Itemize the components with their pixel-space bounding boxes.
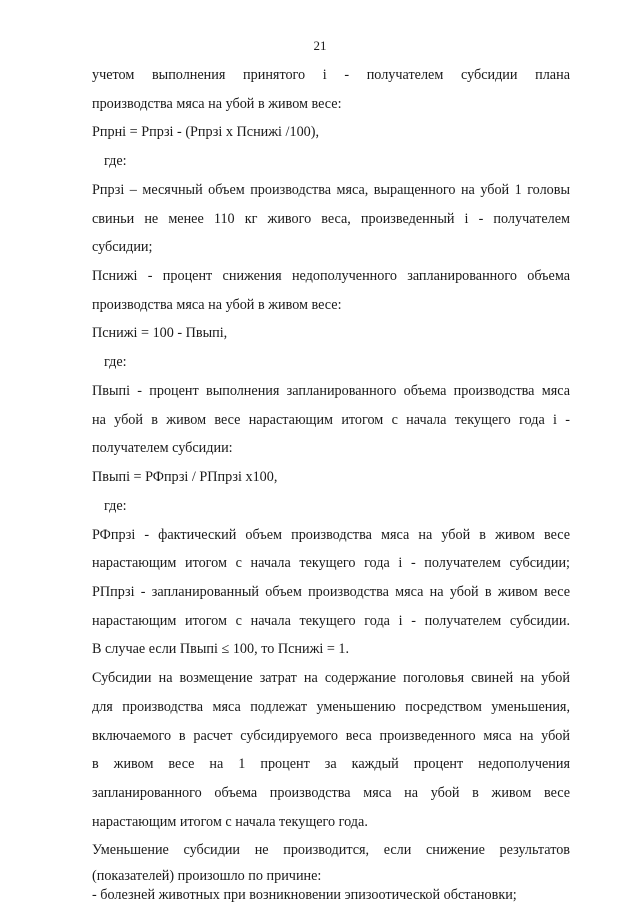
text-line: для производства мяса подлежат уменьшению посредством уменьшения, — [92, 699, 570, 715]
text-line: где: — [104, 354, 127, 370]
formula-line: Пвыпi = РФпрзi / РПпрзi х100, — [92, 469, 278, 485]
text-line: где: — [104, 498, 127, 514]
text-line: производства мяса на убой в живом весе: — [92, 297, 342, 313]
text-line: - болезней животных при возникновении эпизоотической обстановки; — [92, 887, 517, 903]
text-line: получателем субсидии: — [92, 440, 233, 456]
text-line: в живом весе на 1 процент за каждый процент недополучения — [92, 756, 570, 772]
text-line: производства мяса на убой в живом весе: — [92, 96, 342, 112]
text-line: нарастающим итогом с начала текущего года. — [92, 814, 368, 830]
text-line: (показателей) произошло по причине: — [92, 868, 322, 884]
text-line: Пвыпi - процент выполнения запланированного объема производства мяса — [92, 383, 570, 399]
text-line: нарастающим итогом с начала текущего года i - получателем субсидии; — [92, 555, 570, 571]
text-line: где: — [104, 153, 127, 169]
text-line: В случае если Пвыпi ≤ 100, то Пснижi = 1. — [92, 641, 350, 657]
text-line: свиньи не менее 110 кг живого веса, произведенный i - получателем — [92, 211, 570, 227]
formula-line: Пснижi = 100 - Пвыпi, — [92, 325, 228, 341]
text-line: включаемого в расчет субсидируемого веса произведенного мяса на убой — [92, 728, 570, 744]
text-line: РПпрзi - запланированный объем производства мяса на убой в живом весе — [92, 584, 570, 600]
text-line: нарастающим итогом с начала текущего года i - получателем субсидии. — [92, 613, 570, 629]
formula-line: Рпрнi = Рпрзi - (Рпрзi х Пснижi /100), — [92, 124, 320, 140]
page-number: 21 — [313, 38, 327, 53]
text-line: Уменьшение субсидии не производится, если снижение результатов — [92, 842, 570, 858]
text-line: РФпрзi - фактический объем производства мяса на убой в живом весе — [92, 527, 570, 543]
text-line: субсидии; — [92, 239, 153, 255]
text-line: учетом выполнения принятого i - получателем субсидии плана — [92, 67, 570, 83]
text-line: Пснижi - процент снижения недополученного запланированного объема — [92, 268, 570, 284]
text-line: на убой в живом весе нарастающим итогом с начала текущего года i - — [92, 412, 570, 428]
text-line: Рпрзi – месячный объем производства мяса, выращенного на убой 1 головы — [92, 182, 570, 198]
text-line: запланированного объема производства мяса на убой в живом весе — [92, 785, 570, 801]
text-line: Субсидии на возмещение затрат на содержание поголовья свиней на убой — [92, 670, 570, 686]
